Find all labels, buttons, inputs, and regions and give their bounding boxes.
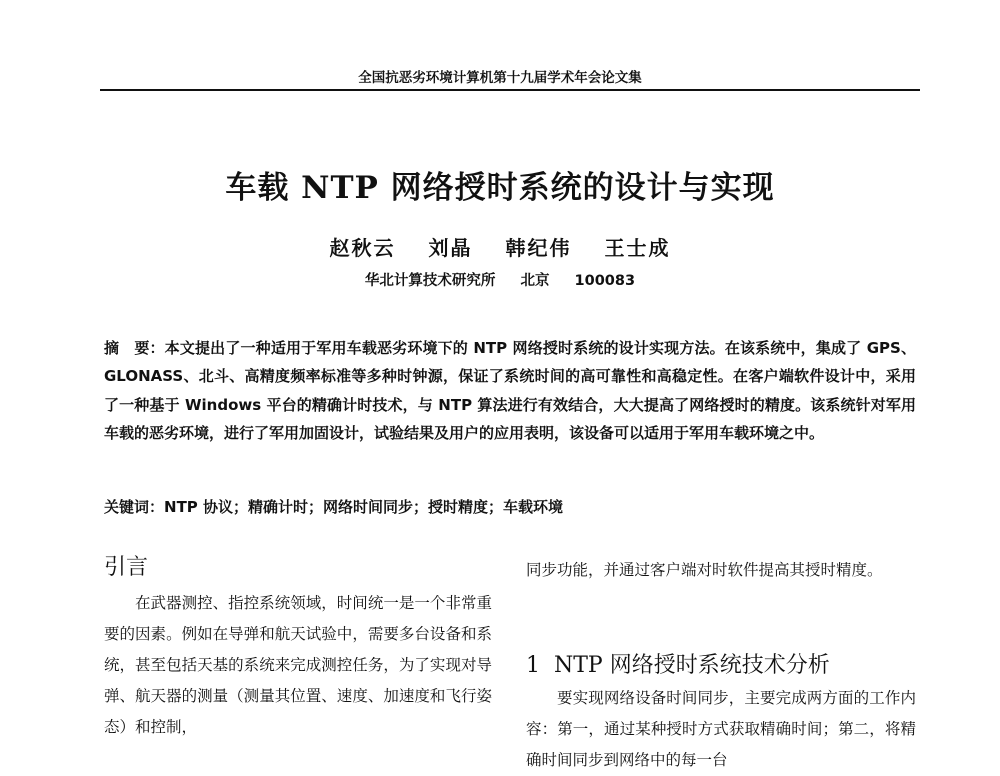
author-name: 刘晶 [428, 236, 473, 260]
intro-paragraph: 在武器测控、指控系统领域，时间统一是一个非常重要的因素。例如在导弹和航天试验中，需要多台设备和系统，甚至包括天基的系统来完成测控任务，为了实现对导弹、航天器的测量（测量其位置、速度、加速度和飞行姿态）和控制， [104, 594, 492, 736]
section-title: NTP 网络授时系统技术分析 [554, 653, 830, 678]
section-number: 1 [526, 653, 540, 678]
section-heading-1 [526, 648, 830, 679]
author-name: 王士成 [604, 236, 671, 260]
affiliation-postcode: 100083 [574, 273, 636, 289]
abstract-label: 摘 要： [104, 339, 165, 357]
keywords-text: NTP 协议；精确计时；网络时间同步；授时精度；车载环境 [164, 498, 564, 516]
keywords-label: 关键词： [104, 498, 165, 516]
author-list [0, 232, 1000, 261]
abstract [104, 334, 916, 448]
header-rule [100, 89, 920, 91]
section-heading-intro: 引言 [104, 555, 149, 580]
abstract-text: 本文提出了一种适用于军用车载恶劣环境下的 NTP 网络授时系统的设计实现方法。在该系统中，集成了 GPS、GLONASS、北斗、高精度频率标准等多种时钟源，保证了系统时间的高可靠性和高稳定性。在客户端软件设计中，采用了一种基于 Windows 平台的精确计时技术，与 NTP 算法进行有效结合，大大提高了网络授时的精度。该系统针对军用车载的恶劣环境，进行了军用加固设计，试验结果及用户的应用表明，该设备可以适用于军用车载环境之中。 [104, 339, 916, 443]
running-head: 全国抗恶劣环境计算机第十九届学术年会论文集 [358, 70, 642, 86]
author-name: 赵秋云 [329, 236, 396, 260]
continuation-paragraph: 同步功能，并通过客户端对时软件提高其授时精度。 [526, 561, 883, 579]
section-1-paragraph: 要实现网络设备时间同步，主要完成两方面的工作内容：第一，通过某种授时方式获取精确时间；第二，将精确时间同步到网络中的每一台 [526, 689, 916, 769]
keywords [104, 496, 916, 517]
affiliation-institute: 华北计算技术研究所 [364, 273, 496, 289]
affiliation-city: 北京 [520, 273, 550, 289]
paper-title: 车载 NTP 网络授时系统的设计与实现 [225, 170, 775, 206]
author-name: 韩纪伟 [505, 236, 572, 260]
affiliation [0, 269, 1000, 290]
